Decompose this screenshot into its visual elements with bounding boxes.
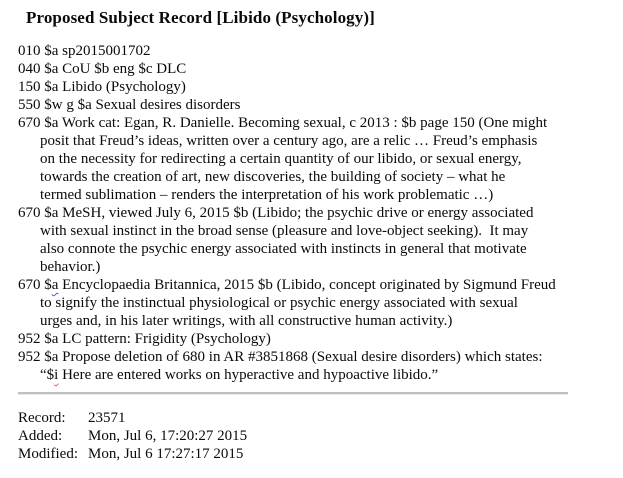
marc-field-line — [18, 294, 604, 312]
marc-text-segment: 150 $a Libido (Psychology) — [18, 79, 186, 95]
marc-text-segment: on the necessity for redirecting a certain quantity of our libido, or sexual energy, — [40, 151, 522, 167]
marc-field-line — [18, 276, 604, 294]
marc-field-line — [18, 366, 604, 384]
marc-text-segment: Here are entered works on hyperactive and hypoactive libido.” — [58, 367, 439, 383]
marc-text-segment: 670 $ — [18, 277, 52, 293]
record-info-row — [18, 409, 623, 427]
marc-text-segment: “$ — [40, 367, 55, 383]
marc-field-line — [18, 258, 604, 276]
marc-field-line — [18, 114, 604, 132]
section-divider — [18, 392, 568, 395]
marc-field-line — [18, 222, 604, 240]
marc-field-line — [18, 96, 604, 114]
marc-text-segment: towards the creation of art, new discoveries, the building of society – what he — [40, 169, 506, 185]
marc-field-line — [18, 348, 604, 366]
spellcheck-squiggle-blue: a — [51, 277, 59, 293]
record-info-value: 23571 — [88, 410, 126, 426]
marc-field-line — [18, 240, 604, 258]
proposed-subject-record-document — [0, 7, 623, 463]
marc-text-segment: 550 $w g $a Sexual desires disorders — [18, 97, 241, 113]
spellcheck-squiggle-red: i — [54, 367, 59, 383]
record-info — [18, 409, 623, 463]
record-info-label: Record: — [18, 410, 66, 426]
page-title: Proposed Subject Record [Libido (Psychology)] — [26, 8, 375, 27]
marc-text-segment: 040 $a CoU $b eng $c DLC — [18, 61, 187, 77]
marc-text-segment: behavior.) — [40, 259, 101, 275]
record-info-value: Mon, Jul 6, 17:20:27 2015 — [88, 428, 248, 444]
marc-text-segment: 952 $a LC pattern: Frigidity (Psychology) — [18, 331, 271, 347]
record-info-row — [18, 445, 623, 463]
marc-lines — [18, 42, 604, 384]
marc-field-line — [18, 60, 604, 78]
marc-field-line — [18, 330, 604, 348]
marc-field-line — [18, 78, 604, 96]
marc-text-segment: posit that Freud’s ideas, written over a century ago, are a relic … Freud’s emphasis — [40, 133, 538, 149]
marc-text-segment: 010 $a sp2015001702 — [18, 43, 151, 59]
marc-field-line — [18, 186, 604, 204]
marc-field-line — [18, 42, 604, 60]
record-info-label: Modified: — [18, 446, 78, 462]
record-info-label: Added: — [18, 428, 63, 444]
marc-field-line — [18, 312, 604, 330]
marc-field-line — [18, 168, 604, 186]
marc-text-segment: to signify the instinctual physiological or psychic energy associated with sexual — [40, 295, 518, 311]
marc-field-line — [18, 150, 604, 168]
marc-text-segment: Encyclopaedia Britannica, 2015 $b (Libido, concept originated by Sigmund Freud — [58, 277, 556, 293]
record-info-value: Mon, Jul 6 17:27:17 2015 — [88, 446, 244, 462]
record-info-row — [18, 427, 623, 445]
marc-text-segment: urges and, in his later writings, with all constructive human activity.) — [40, 313, 453, 329]
marc-field-line — [18, 132, 604, 150]
marc-text-segment: 952 $a Propose deletion of 680 in AR #3851868 (Sexual desire disorders) which states: — [18, 349, 543, 365]
marc-field-line — [18, 204, 604, 222]
marc-text-segment: with sexual instinct in the broad sense (pleasure and love-object seeking). It may — [40, 223, 529, 239]
marc-text-segment: also connote the psychic energy associated with instincts in general that motivate — [40, 241, 527, 257]
marc-text-segment: 670 $a MeSH, viewed July 6, 2015 $b (Libido; the psychic drive or energy associated — [18, 205, 534, 221]
marc-text-segment: termed sublimation – renders the interpretation of his work problematic …) — [40, 187, 494, 203]
marc-text-segment: 670 $a Work cat: Egan, R. Danielle. Becoming sexual, c 2013 : $b page 150 (One might — [18, 115, 548, 131]
